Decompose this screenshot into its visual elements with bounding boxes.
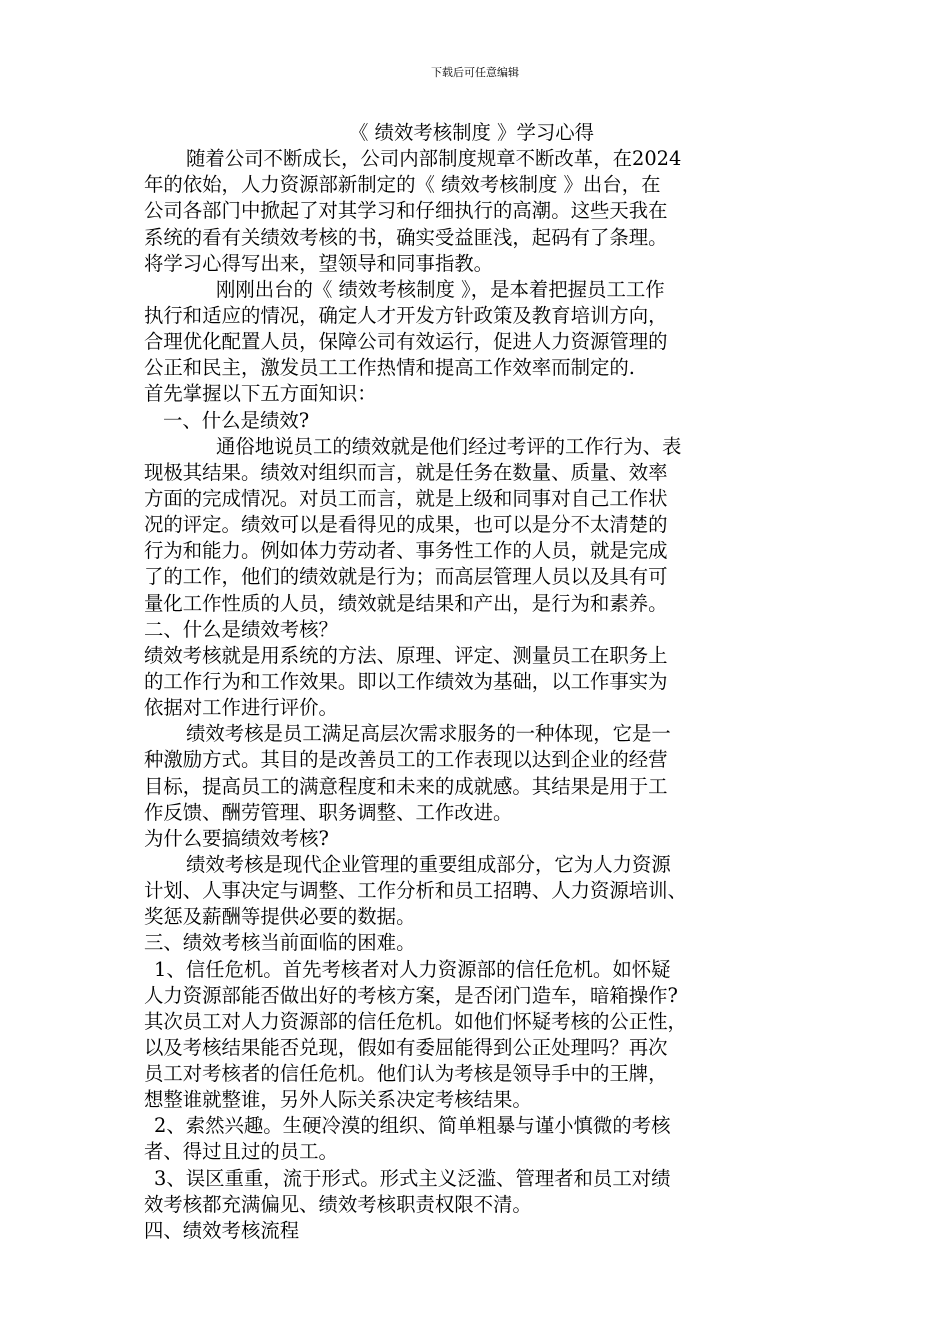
text-line: 行为和能力。例如体力劳动者、事务性工作的人员，就是完成 [144,539,668,563]
text-line: 二、什么是绩效考核？ [144,617,338,641]
text-line: 绩效考核是员工满足高层次需求服务的一种体现，它是一 [186,722,671,746]
text-line: 执行和适应的情况，确定人才开发方针政策及教育培训方向， [144,303,668,327]
text-line: 其次员工对人力资源部的信任危机。如他们怀疑考核的公正性， [144,1009,687,1033]
text-line: 1、信任危机。首先考核者对人力资源部的信任危机。如怀疑 [154,957,671,981]
text-line: 依据对工作进行评价。 [144,696,338,720]
page-header: 下载后可任意编辑 [431,66,519,79]
text-line: 一、什么是绩效? [163,408,310,432]
text-line: 者、得过且过的员工。 [144,1140,338,1164]
text-line: 想整谁就整谁，另外人际关系决定考核结果。 [144,1088,532,1112]
text-line: 种激励方式。其目的是改善员工的工作表现以达到企业的经营 [144,748,668,772]
text-line: 首先掌握以下五方面知识： [144,382,377,406]
text-line: 量化工作性质的人员，绩效就是结果和产出，是行为和素养。 [144,591,668,615]
text-line: 合理优化配置人员，保障公司有效运行，促进人力资源管理的 [144,330,668,354]
text-line: 作反馈、酬劳管理、职务调整、工作改进。 [144,800,513,824]
text-line: 以及考核结果能否兑现，假如有委屈能得到公正处理吗？再次 [144,1035,668,1059]
text-line: 随着公司不断成长，公司内部制度规章不断改革，在2024 [186,147,682,171]
text-line: 年的依始，人力资源部新制定的《 绩效考核制度 》出台，在 [144,173,661,197]
text-line: 三、绩效考核当前面临的困难。 [144,931,416,955]
text-line: 四、绩效考核流程 [144,1218,300,1242]
document-title: 《 绩效考核制度 》学习心得 [349,121,595,144]
text-line: 目标，提高员工的满意程度和未来的成就感。其结果是用于工 [144,774,668,798]
text-line: 公正和民主，激发员工工作热情和提高工作效率而制定的. [144,356,635,380]
text-line: 现极其结果。绩效对组织而言，就是任务在数量、质量、效率 [144,460,668,484]
text-line: 3、误区重重，流于形式。形式主义泛滥、管理者和员工对绩 [154,1166,671,1190]
text-line: 绩效考核是现代企业管理的重要组成部分，它为人力资源 [186,852,671,876]
text-line: 绩效考核就是用系统的方法、原理、评定、测量员工在职务上 [144,643,668,667]
text-line: 人力资源部能否做出好的考核方案，是否闭门造车，暗箱操作? [144,983,678,1007]
text-line: 系统的看有关绩效考核的书，确实受益匪浅，起码有了条理。 [144,225,668,249]
text-line: 刚刚出台的《 绩效考核制度 》，是本着把握员工工作 [216,277,665,301]
text-line: 效考核都充满偏见、绩效考核职责权限不清。 [144,1192,532,1216]
text-line: 奖惩及薪酬等提供必要的数据。 [144,905,416,929]
text-line: 了的工作，他们的绩效就是行为；而高层管理人员以及具有可 [144,565,668,589]
document-body [144,120,814,1244]
text-line: 为什么要搞绩效考核? [144,826,329,850]
text-line: 况的评定。绩效可以是看得见的成果，也可以是分不太清楚的 [144,513,668,537]
text-line: 2、索然兴趣。生硬冷漠的组织、简单粗暴与谨小慎微的考核 [154,1114,671,1138]
text-line: 将学习心得写出来，望领导和同事指教。 [144,251,494,275]
text-line: 通俗地说员工的绩效就是他们经过考评的工作行为、表 [216,434,682,458]
text-line: 公司各部门中掀起了对其学习和仔细执行的高潮。这些天我在 [144,199,668,223]
text-line: 计划、人事决定与调整、工作分析和员工招聘、人力资源培训、 [144,879,687,903]
text-line: 的工作行为和工作效果。即以工作绩效为基础，以工作事实为 [144,669,668,693]
text-line: 方面的完成情况。对员工而言，就是上级和同事对自己工作状 [144,486,668,510]
text-line: 员工对考核者的信任危机。他们认为考核是领导手中的王牌， [144,1062,668,1086]
